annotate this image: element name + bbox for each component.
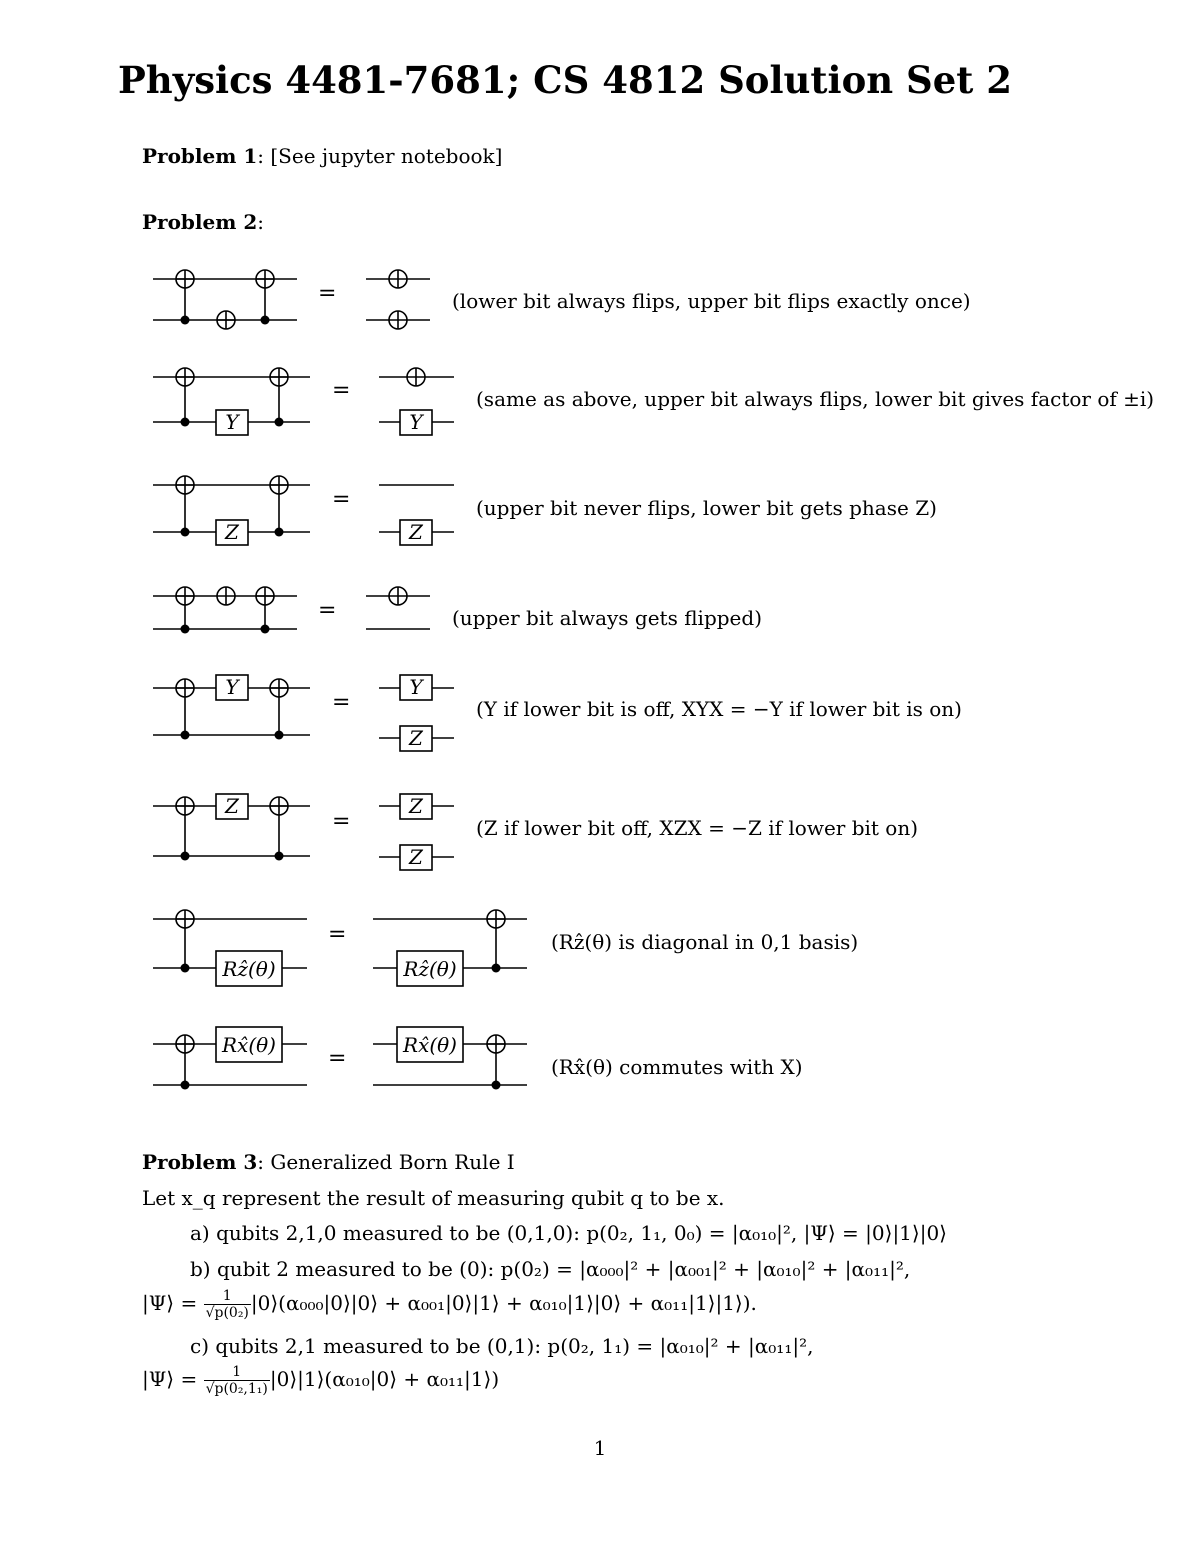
- gate-label-7-right: Rẑ(θ): [403, 957, 457, 981]
- normalization-fraction: [204, 1288, 251, 1321]
- page-number: 1: [593, 1436, 607, 1460]
- circuit-note-3: (upper bit never flips, lower bit gets phase Z): [476, 496, 937, 520]
- problem-1-label: Problem 1: [142, 144, 258, 168]
- equals-sign-7: =: [328, 922, 347, 947]
- gate-label-6-right-bottom: Z: [409, 845, 423, 869]
- circuit-4-left: [153, 587, 297, 634]
- gate-label-8-left: Rx̂(θ): [222, 1033, 276, 1057]
- circuit-note-6: (Z if lower bit off, XZX = −Z if lower bit on): [476, 816, 919, 840]
- circuit-1-left: [153, 270, 297, 329]
- normalization-fraction: [204, 1364, 270, 1397]
- circuit-note-2: (same as above, upper bit always flips, lower bit gives factor of ±i): [476, 387, 1155, 411]
- problem-1-text: : [See jupyter notebook]: [257, 144, 503, 168]
- gate-label-5-right-bottom: Z: [409, 726, 423, 750]
- gate-label-3-right: Z: [409, 520, 423, 544]
- gate-label-5-right-top: Y: [409, 675, 423, 699]
- equals-sign-4: =: [318, 598, 337, 623]
- problem-3-part-c-state: [142, 1364, 499, 1397]
- problem-3-intro: Let x_q represent the result of measuring qubit q to be x.: [142, 1186, 725, 1210]
- circuit-note-1: (lower bit always flips, upper bit flips exactly once): [452, 289, 971, 313]
- problem-3-part-b-state: [142, 1288, 757, 1321]
- state-rhs: |0⟩|1⟩(α₀₁₀|0⟩ + α₀₁₁|1⟩): [269, 1367, 500, 1392]
- circuit-note-8: (Rx̂(θ) commutes with X): [551, 1055, 803, 1079]
- circuit-1-right: [366, 270, 430, 329]
- circuit-note-7: (Rẑ(θ) is diagonal in 0,1 basis): [551, 930, 859, 954]
- problem-3-part-c: c) qubits 2,1 measured to be (0,1): p(0₂, 1₁) = |α₀₁₀|² + |α₀₁₁|²,: [190, 1334, 814, 1358]
- fraction-denominator: √p(0₂,1₁): [205, 1381, 268, 1398]
- problem-3-part-b: b) qubit 2 measured to be (0): p(0₂) = |α₀₀₀|² + |α₀₀₁|² + |α₀₁₀|² + |α₀₁₁|²,: [190, 1257, 911, 1281]
- equals-sign-1: =: [318, 281, 337, 306]
- problem-3-heading: : Generalized Born Rule I: [257, 1150, 515, 1174]
- fraction-denominator: √p(0₂): [205, 1305, 249, 1322]
- page-title: Physics 4481-7681; CS 4812 Solution Set 2: [117, 58, 1013, 102]
- state-lhs: |Ψ⟩ =: [142, 1291, 198, 1316]
- gate-label-7-left: Rẑ(θ): [222, 957, 276, 981]
- problem-3-label: Problem 3: [142, 1150, 258, 1174]
- fraction-numerator: 1: [204, 1364, 270, 1381]
- gate-label-6-right-top: Z: [409, 794, 423, 818]
- gate-label-2-left: Y: [225, 410, 239, 434]
- equals-sign-8: =: [328, 1046, 347, 1071]
- gate-label-5-left: Y: [225, 675, 239, 699]
- problem-2-label: Problem 2: [142, 210, 258, 234]
- equals-sign-2: =: [332, 378, 351, 403]
- fraction-numerator: 1: [204, 1288, 251, 1305]
- gate-label-2-right: Y: [409, 410, 423, 434]
- gate-label-3-left: Z: [225, 520, 239, 544]
- gate-label-8-right: Rx̂(θ): [403, 1033, 457, 1057]
- circuit-note-4: (upper bit always gets flipped): [452, 606, 762, 630]
- circuit-note-5: (Y if lower bit is off, XYX = −Y if lower bit is on): [476, 697, 962, 721]
- equals-sign-3: =: [332, 487, 351, 512]
- equals-sign-6: =: [332, 809, 351, 834]
- problem-2-text: :: [257, 210, 265, 234]
- circuit-4-right: [366, 587, 430, 629]
- state-rhs: |0⟩(α₀₀₀|0⟩|0⟩ + α₀₀₁|0⟩|1⟩ + α₀₁₀|1⟩|0⟩ + α₀₁₁|1⟩|1⟩).: [250, 1291, 757, 1316]
- state-lhs: |Ψ⟩ =: [142, 1367, 198, 1392]
- problem-3-part-a: a) qubits 2,1,0 measured to be (0,1,0): p(0₂, 1₁, 0₀) = |α₀₁₀|², |Ψ⟩ = |0⟩|1⟩|0⟩: [190, 1221, 947, 1245]
- gate-label-6-left: Z: [225, 794, 239, 818]
- equals-sign-5: =: [332, 690, 351, 715]
- problem-3: [142, 1150, 515, 1174]
